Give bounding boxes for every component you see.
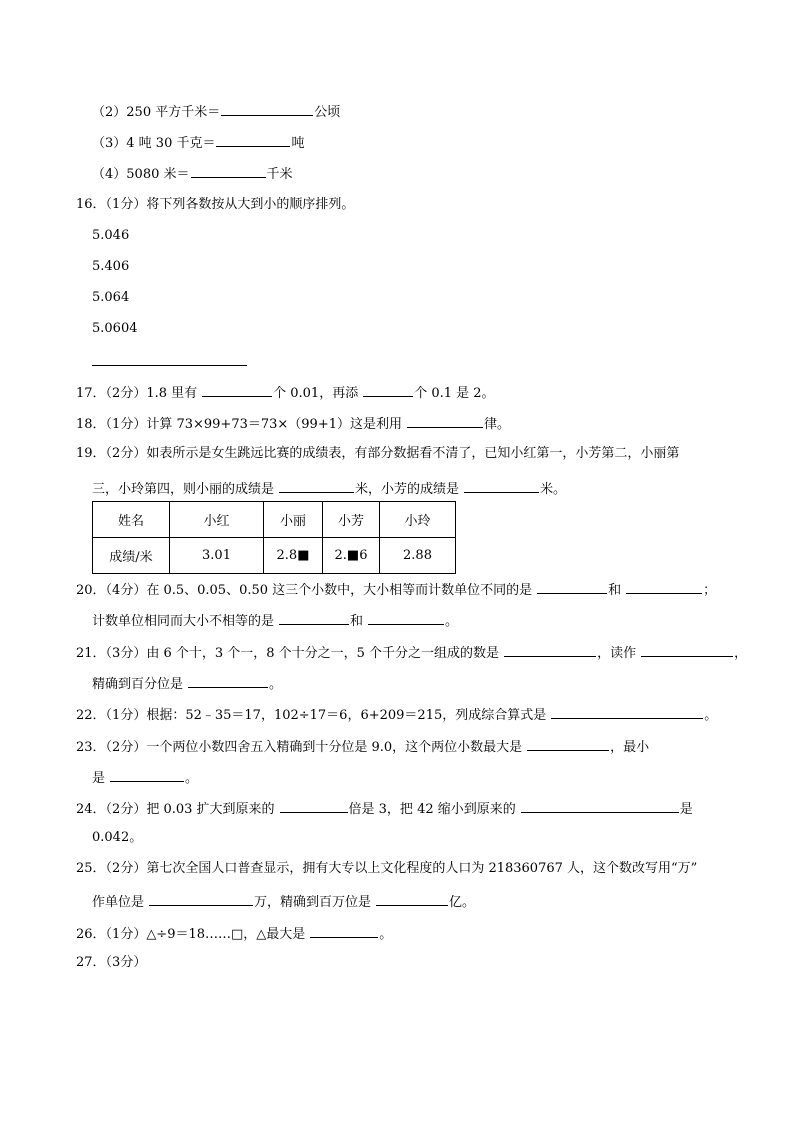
q15-part4-text: （4）5080 米＝	[92, 167, 190, 182]
q24-text: 是	[679, 802, 693, 817]
q19-question-line2	[92, 479, 566, 498]
table-header-cell: 小红	[170, 502, 264, 538]
answer-blank[interactable]	[279, 611, 349, 625]
q21-text: ，读作	[597, 646, 637, 661]
table-cell: 3.01	[170, 538, 264, 574]
q18-text: 律。	[484, 417, 511, 432]
answer-blank[interactable]	[626, 580, 702, 594]
q26-text: 26．（1分）△÷9＝18……□，△最大是	[76, 927, 306, 942]
q21-text: ，	[734, 646, 748, 661]
q25-question-line1: 25．（2分）第七次全国人口普查显示，拥有大专以上文化程度的人口为 218360767 人，这个数改写用“万”	[76, 861, 698, 876]
q25-text: 亿。	[449, 895, 476, 910]
q21-question-line2	[92, 674, 282, 693]
q21-text: 。	[269, 677, 283, 692]
q21-text: 精确到百分位是	[92, 677, 184, 692]
answer-blank[interactable]	[537, 580, 607, 594]
table-cell: 2.■6	[323, 538, 380, 574]
table-header-cell: 小丽	[264, 502, 323, 538]
q16-number: 5.064	[92, 290, 130, 305]
q15-part4	[92, 164, 293, 183]
q22-text: 。	[704, 708, 718, 723]
q15-part2-unit: 公顷	[314, 105, 341, 120]
q23-text: ，最小	[610, 740, 650, 755]
q24-text: 24．（2分）把 0.03 扩大到原来的	[76, 802, 275, 817]
answer-blank[interactable]	[504, 643, 596, 657]
q25-text: 万，精确到百万位是	[254, 895, 372, 910]
answer-blank[interactable]	[110, 768, 184, 782]
table-cell: 2.88	[380, 538, 456, 574]
answer-blank[interactable]	[363, 383, 413, 397]
answer-blank[interactable]	[216, 133, 290, 147]
table-cell: 成绩/米	[93, 538, 170, 574]
q25-question-line2	[92, 892, 475, 911]
q21-question-line1	[76, 643, 747, 662]
q17-question	[76, 383, 495, 402]
answer-blank[interactable]	[202, 383, 272, 397]
q16-number: 5.406	[92, 259, 130, 274]
q15-part3-unit: 吨	[291, 136, 305, 151]
q23-text: 23．（2分）一个两位小数四舍五入精确到十分位是 9.0，这个两位小数最大是	[76, 740, 523, 755]
q15-part3	[92, 133, 305, 152]
answer-blank[interactable]	[376, 892, 448, 906]
answer-blank[interactable]	[221, 102, 313, 116]
q19-text: 三，小玲第四，则小丽的成绩是	[92, 482, 275, 497]
table-cell: 2.8■	[264, 538, 323, 574]
q20-text: 。	[445, 614, 459, 629]
q24-question-line1	[76, 799, 693, 818]
answer-blank[interactable]	[368, 611, 444, 625]
q24-question-line2: 0.042。	[92, 830, 143, 845]
q15-part2-text: （2）250 平方千米＝	[92, 105, 221, 120]
q20-text: ；	[703, 583, 717, 598]
score-table	[92, 501, 456, 574]
q18-question	[76, 414, 510, 433]
answer-blank[interactable]	[521, 799, 679, 813]
answer-blank[interactable]	[279, 479, 354, 493]
q21-text: 21．（3分）由 6 个十，3 个一，8 个十分之一，5 个千分之一组成的数是	[76, 646, 500, 661]
answer-blank[interactable]	[527, 737, 609, 751]
q20-question-line1	[76, 580, 716, 599]
table-row	[93, 538, 456, 574]
q15-part2	[92, 102, 340, 121]
q22-question	[76, 705, 717, 724]
q27-question: 27．（3分）	[76, 955, 147, 970]
q26-text: 。	[379, 927, 393, 942]
q24-text: 倍是 3，把 42 缩小到原来的	[348, 802, 516, 817]
answer-blank[interactable]	[149, 892, 253, 906]
q22-text: 22．（1分）根据：52﹣35＝17，102÷17＝6，6+209＝215，列成综合算式是	[76, 708, 547, 723]
q15-part4-unit: 千米	[266, 167, 293, 182]
table-header-cell: 小玲	[380, 502, 456, 538]
q20-text: 计数单位相同而大小不相等的是	[92, 614, 275, 629]
table-header-row	[93, 502, 456, 538]
q20-text: 20．（4分）在 0.5、0.05、0.50 这三个小数中，大小相等而计数单位不同的是	[76, 583, 533, 598]
q25-text: 作单位是	[92, 895, 145, 910]
q18-text: 18．（1分）计算 73×99+73＝73×（99+1）这是利用	[76, 417, 402, 432]
q20-text: 和	[350, 614, 364, 629]
q16-answer-blank[interactable]	[92, 365, 247, 366]
q17-text: 个 0.01，再添	[273, 386, 359, 401]
q16-number: 5.0604	[92, 321, 138, 336]
answer-blank[interactable]	[551, 705, 703, 719]
q16-question: 16．（1分）将下列各数按从大到小的顺序排列。	[76, 197, 355, 212]
q23-text: 。	[185, 771, 199, 786]
q23-question-line1	[76, 737, 649, 756]
table-header-cell: 姓名	[93, 502, 170, 538]
answer-blank[interactable]	[310, 924, 378, 938]
answer-blank[interactable]	[188, 674, 268, 688]
q23-question-line2	[92, 768, 198, 787]
answer-blank[interactable]	[191, 164, 266, 178]
q19-question-line1: 19．（2分）如表所示是女生跳远比赛的成绩表，有部分数据看不清了，已知小红第一，小芳第二，小丽第	[76, 446, 680, 461]
answer-blank[interactable]	[641, 643, 733, 657]
answer-blank[interactable]	[464, 479, 539, 493]
q20-question-line2	[92, 611, 458, 630]
q23-text: 是	[92, 771, 106, 786]
q20-text: 和	[608, 583, 622, 598]
q19-text: 米，小芳的成绩是	[355, 482, 460, 497]
q15-part3-text: （3）4 吨 30 千克＝	[92, 136, 216, 151]
answer-blank[interactable]	[280, 799, 348, 813]
q17-text: 17．（2分）1.8 里有	[76, 386, 198, 401]
answer-blank[interactable]	[407, 414, 483, 428]
q26-question	[76, 924, 392, 943]
q16-number: 5.046	[92, 228, 130, 243]
q19-text: 米。	[540, 482, 567, 497]
q17-text: 个 0.1 是 2。	[414, 386, 495, 401]
table-header-cell: 小芳	[323, 502, 380, 538]
